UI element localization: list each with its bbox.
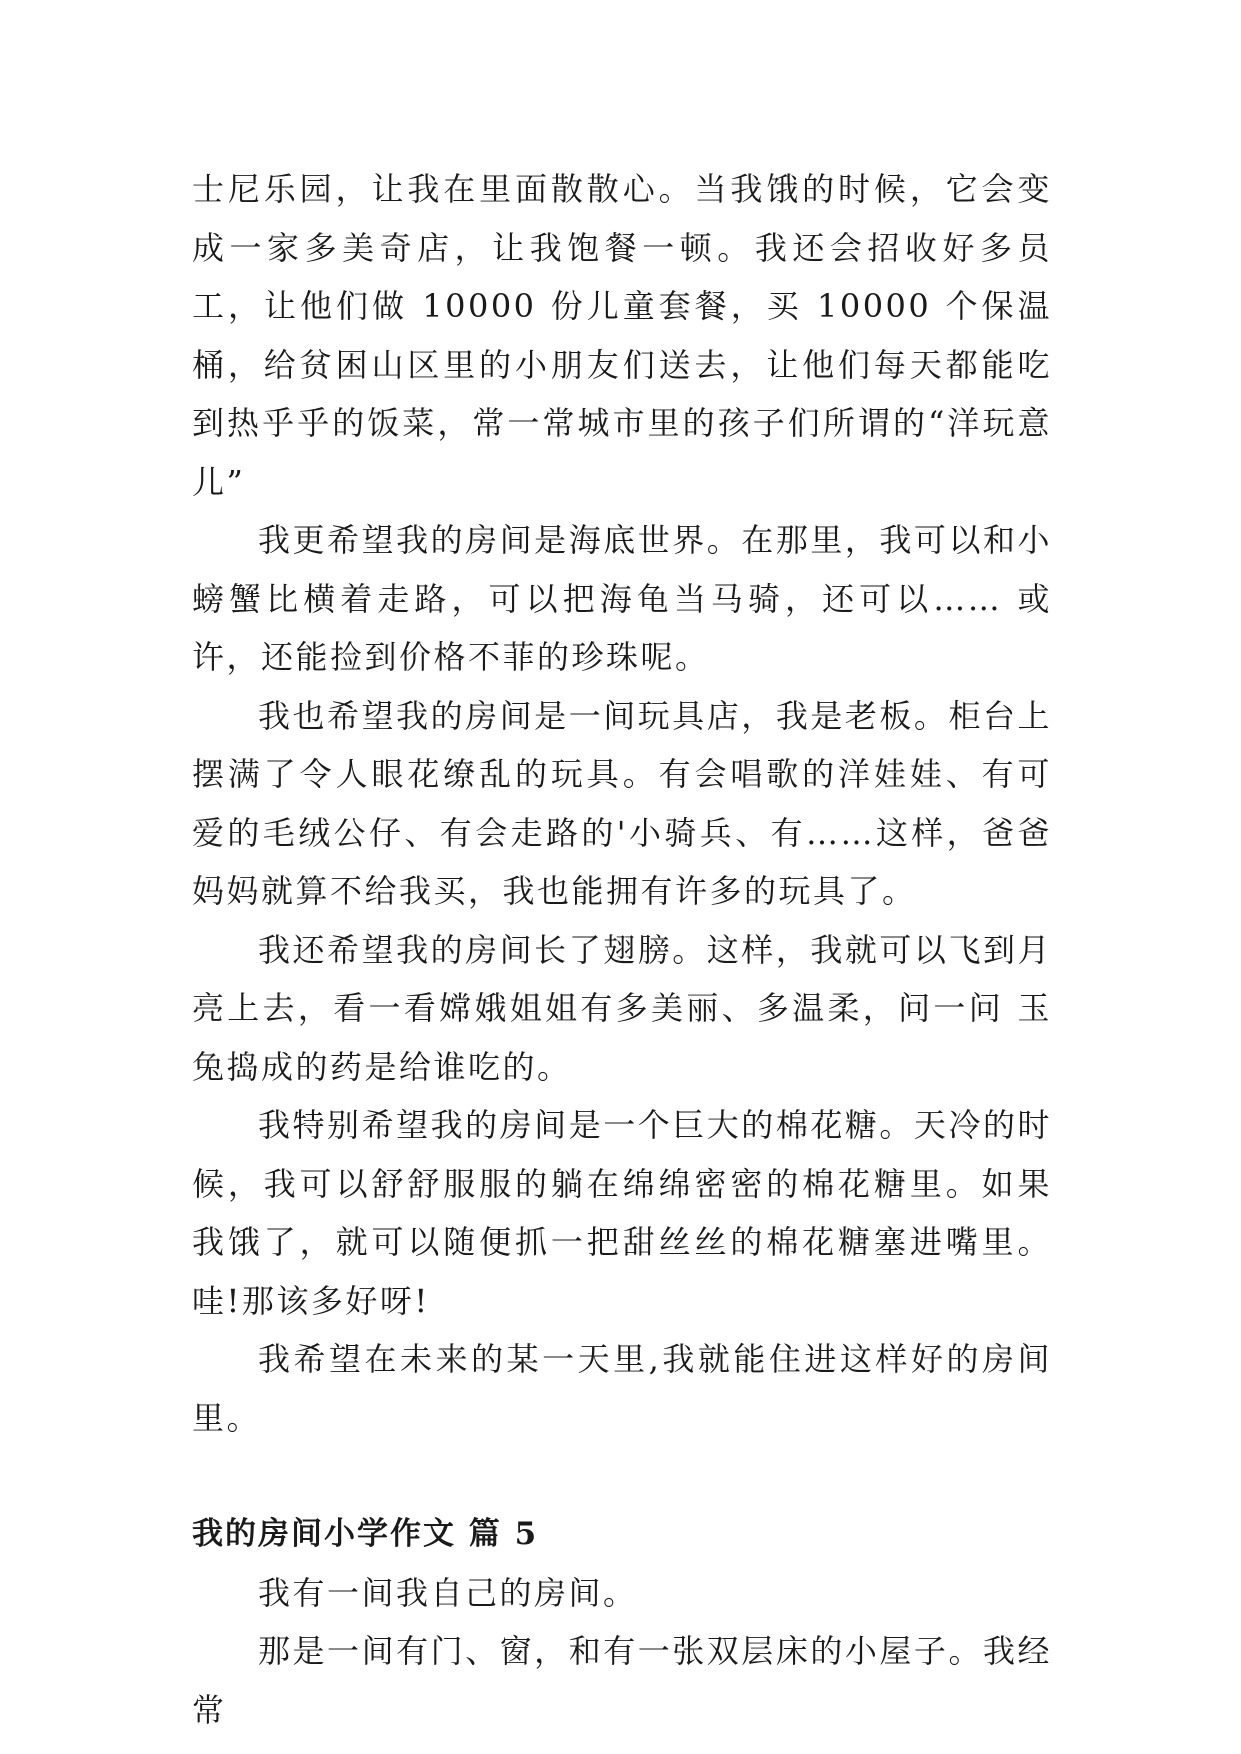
- paragraph-future-wish: 我希望在未来的某一天里,我就能住进这样好的房间里。: [192, 1340, 1052, 1437]
- paragraph-undersea-world: 我更希望我的房间是海底世界。在那里，我可以和小螃蟹比横着走路，可以把海龟当马骑，还可以…… 或许，还能捡到价格不菲的珍珠呢。: [192, 521, 1052, 676]
- paragraph-cotton-candy: 我特别希望我的房间是一个巨大的棉花糖。天冷的时候，我可以舒舒服服的躺在绵绵密密的棉花糖里。如果我饿了，就可以随便抓一把甜丝丝的棉花糖塞进嘴里。哇!那该多好呀!: [192, 1106, 1052, 1320]
- paragraph-disneyland: 士尼乐园，让我在里面散散心。当我饿的时候，它会变成一家多美奇店，让我饱餐一顿。我还会招收好多员工，让他们做 10000 份儿童套餐，买 10000 个保温桶，给贫困山区里的小朋友们送去，让他们每天都能吃到热乎乎的饭菜，常一常城市里的孩子们所谓的“洋玩意儿”: [192, 170, 1052, 501]
- paragraph-own-room: 我有一间我自己的房间。: [258, 1573, 638, 1612]
- document-body: [192, 160, 1052, 1739]
- paragraph-wings: 我还希望我的房间长了翅膀。这样，我就可以飞到月亮上去，看一看嫦娥姐姐有多美丽、多温柔，问一问 玉兔捣成的药是给谁吃的。: [192, 930, 1052, 1086]
- paragraph-room-description: 那是一间有门、窗，和有一张双层床的小屋子。我经常: [192, 1632, 1052, 1729]
- paragraph-toy-store: 我也希望我的房间是一间玩具店，我是老板。柜台上摆满了令人眼花缭乱的玩具。有会唱歌的洋娃娃、有可爱的毛绒公仔、有会走路的'小骑兵、有……这样，爸爸妈妈就算不给我买，我也能拥有许多的玩具了。: [192, 696, 1052, 910]
- section-heading: 我的房间小学作文 篇 5: [192, 1516, 539, 1552]
